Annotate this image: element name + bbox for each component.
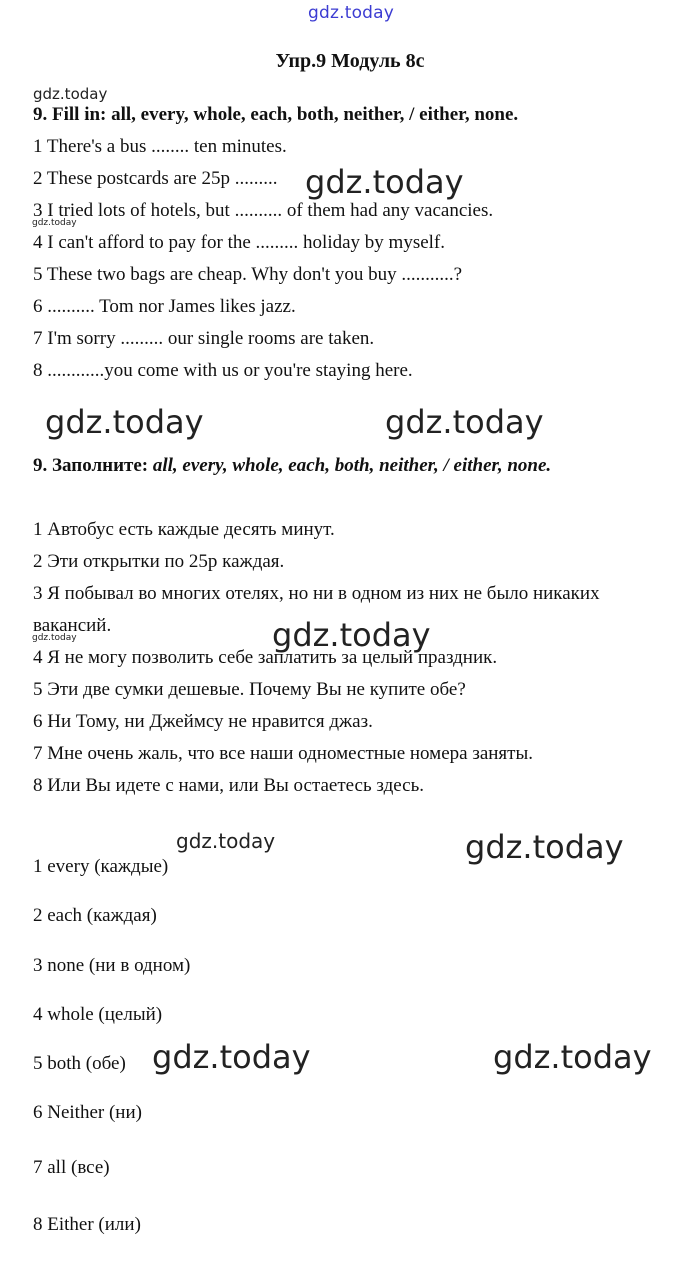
answer-item: 2 each (каждая): [33, 905, 157, 926]
answer-item: 5 both (обе): [33, 1053, 126, 1074]
watermark: gdz.today: [385, 403, 544, 441]
translation-sentence: 1 Автобус есть каждые десять минут.: [33, 519, 335, 540]
translation-sentence: 8 Или Вы идете с нами, или Вы остаетесь здесь.: [33, 775, 424, 796]
translation-heading-options: all, every, whole, each, both, neither, / either, none.: [152, 455, 552, 476]
exercise-sentence: 8 ............you come with us or you're staying here.: [33, 360, 413, 381]
translation-sentence: 4 Я не могу позволить себе заплатить за целый праздник.: [33, 647, 498, 668]
watermark: gdz.today: [152, 1038, 311, 1076]
watermark: gdz.today: [272, 616, 431, 654]
translation-heading: [33, 455, 551, 477]
translation-sentence: 2 Эти открытки по 25р каждая.: [33, 551, 285, 572]
translation-sentence: 3 Я побывал во многих отелях, но ни в одном из них не было никаких: [33, 583, 600, 604]
exercise-sentence: 2 These postcards are 25p .........: [33, 168, 278, 189]
top-watermark: gdz.today: [308, 3, 395, 23]
translation-sentence: 6 Ни Тому, ни Джеймсу не нравится джаз.: [33, 711, 373, 732]
exercise-sentence: 1 There's a bus ........ ten minutes.: [33, 136, 287, 157]
translation-sentence: 7 Мне очень жаль, что все наши одноместные номера заняты.: [33, 743, 533, 764]
watermark: gdz.today: [33, 85, 108, 103]
translation-sentence: вакансий.: [33, 615, 112, 636]
exercise-sentence: 5 These two bags are cheap. Why don't you buy ...........?: [33, 264, 463, 285]
exercise-sentence: 3 I tried lots of hotels, but .......... of them had any vacancies.: [33, 200, 494, 221]
answer-item: 6 Neither (ни): [33, 1102, 142, 1123]
watermark: gdz.today: [465, 828, 624, 866]
translation-heading-prefix: 9. Заполните:: [33, 455, 153, 476]
watermark: gdz.today: [176, 829, 276, 853]
exercise-sentence: 4 I can't afford to pay for the ......... holiday by myself.: [33, 232, 445, 253]
watermark: gdz.today: [493, 1038, 652, 1076]
watermark: gdz.today: [32, 218, 77, 228]
exercise-sentence: 7 I'm sorry ......... our single rooms are taken.: [33, 328, 375, 349]
watermark: gdz.today: [305, 163, 464, 201]
translation-sentence: 5 Эти две сумки дешевые. Почему Вы не купите обе?: [33, 679, 466, 700]
watermark: gdz.today: [32, 633, 77, 643]
page-title: Упр.9 Модуль 8c: [275, 50, 425, 72]
answer-item: 3 none (ни в одном): [33, 955, 191, 976]
answer-item: 7 all (все): [33, 1157, 110, 1178]
answer-item: 4 whole (целый): [33, 1004, 163, 1025]
watermark: gdz.today: [45, 403, 204, 441]
exercise-heading: 9. Fill in: all, every, whole, each, both, neither, / either, none.: [33, 104, 519, 125]
exercise-sentence: 6 .......... Tom nor James likes jazz.: [33, 296, 296, 317]
answer-item: 8 Either (или): [33, 1214, 141, 1235]
answer-item: 1 every (каждые): [33, 856, 169, 877]
